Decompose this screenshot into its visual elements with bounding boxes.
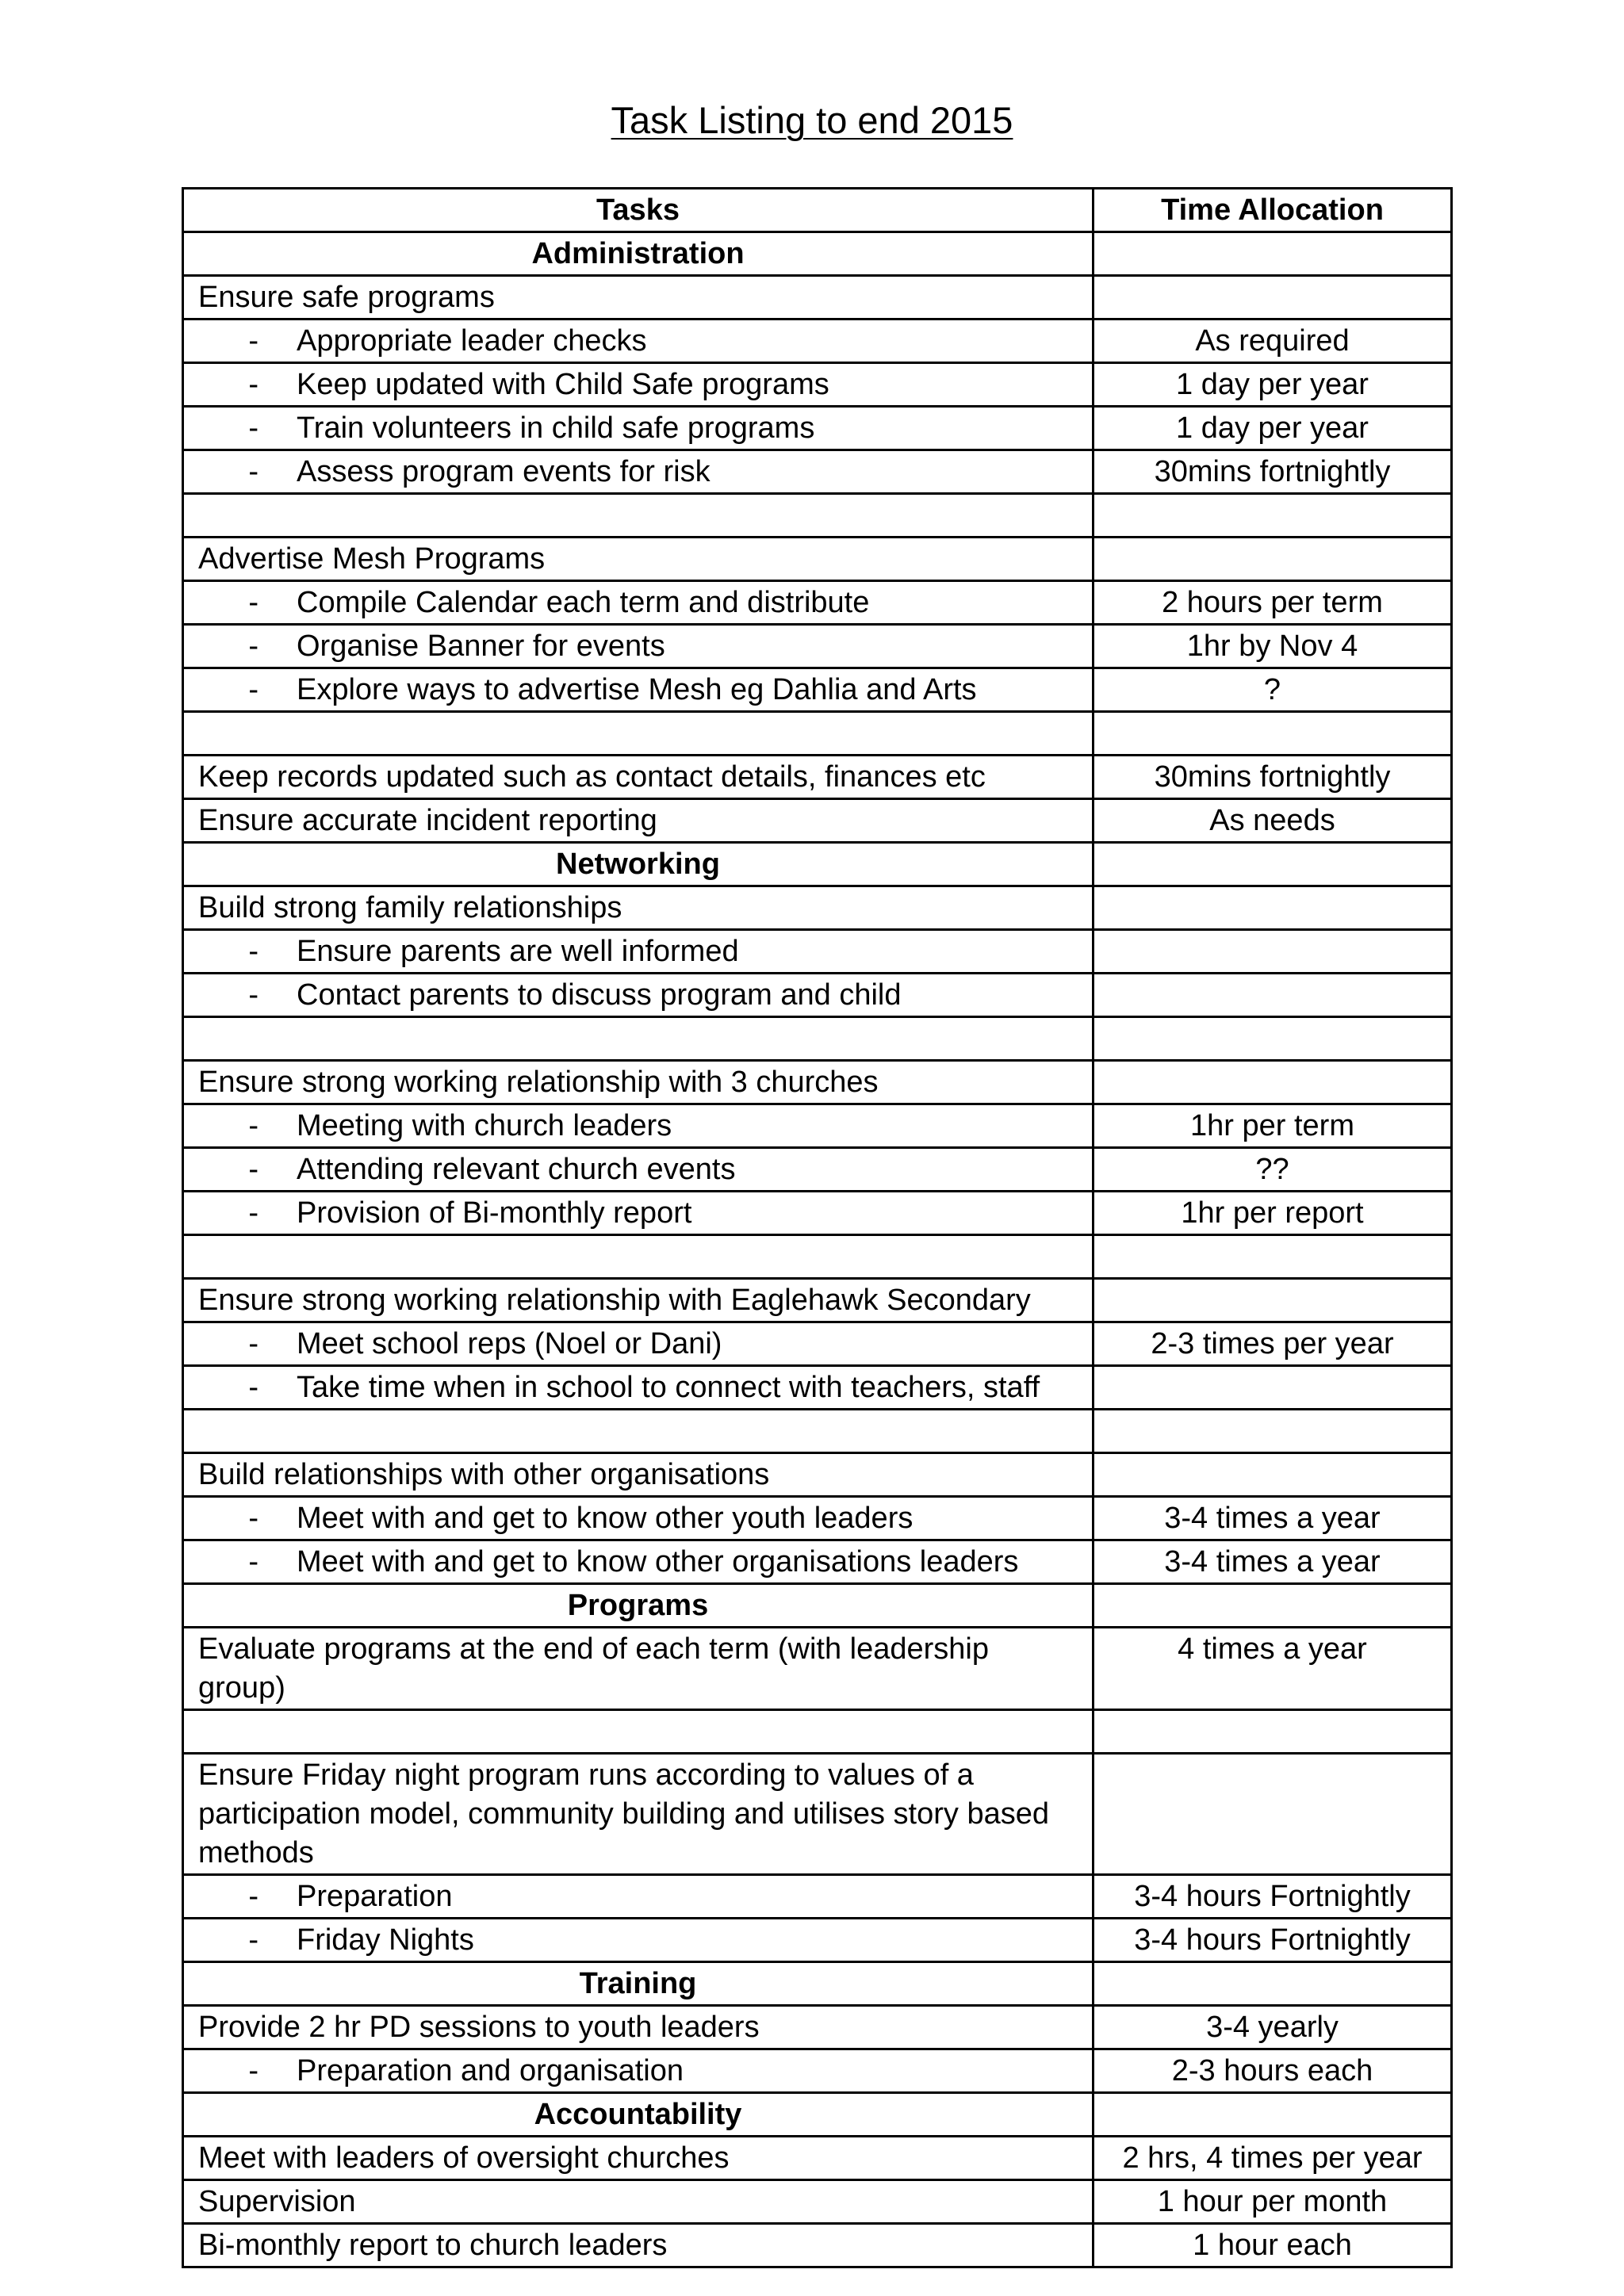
table-row [183, 320, 1452, 363]
bullet-dash: - [248, 1545, 259, 1578]
bullet-dash: - [248, 629, 259, 663]
table-row [183, 1754, 1452, 1875]
time-allocation-cell [1094, 712, 1452, 756]
table-row [183, 2180, 1452, 2224]
table-row [183, 276, 1452, 320]
time-allocation-cell [1094, 2093, 1452, 2137]
time-allocation-cell [1094, 1410, 1452, 1453]
table-row [183, 1919, 1452, 1962]
task-cell: Ensure Friday night program runs according to values of a participation model, community building and utilises story based methods [183, 1754, 1094, 1875]
section-heading-cell: Training [183, 1962, 1094, 2006]
table-row [183, 1279, 1452, 1322]
subtask-text: Meet with and get to know other youth leaders [297, 1502, 914, 1535]
bullet-dash: - [248, 411, 259, 445]
bullet-dash: - [248, 1371, 259, 1404]
table-row [183, 886, 1452, 930]
time-allocation-cell: 2-3 times per year [1094, 1322, 1452, 1366]
table-row [183, 2137, 1452, 2180]
bullet-dash: - [248, 978, 259, 1012]
task-cell [183, 1875, 1094, 1919]
bullet-dash: - [248, 368, 259, 401]
task-cell: Advertise Mesh Programs [183, 538, 1094, 581]
table-row [183, 1628, 1452, 1710]
table-row [183, 1410, 1452, 1453]
table-row [183, 1322, 1452, 1366]
task-cell: Provide 2 hr PD sessions to youth leaders [183, 2006, 1094, 2049]
task-cell: Supervision [183, 2180, 1094, 2224]
task-cell [183, 581, 1094, 625]
task-cell [183, 1148, 1094, 1192]
task-cell [183, 930, 1094, 974]
table-row [183, 1148, 1452, 1192]
section-heading-cell: Networking [183, 843, 1094, 886]
time-allocation-cell [1094, 1962, 1452, 2006]
table-row [183, 1235, 1452, 1279]
time-allocation-cell: As required [1094, 320, 1452, 363]
task-cell: Bi-monthly report to church leaders [183, 2224, 1094, 2267]
time-allocation-cell: 2-3 hours each [1094, 2049, 1452, 2093]
time-allocation-cell: As needs [1094, 799, 1452, 843]
task-cell: Meet with leaders of oversight churches [183, 2137, 1094, 2180]
time-allocation-cell [1094, 276, 1452, 320]
task-cell [183, 1366, 1094, 1410]
table-row [183, 2006, 1452, 2049]
table-header-row [183, 189, 1452, 232]
table-row [183, 494, 1452, 538]
table-row [183, 407, 1452, 450]
time-allocation-cell [1094, 1279, 1452, 1322]
bullet-dash: - [248, 935, 259, 968]
task-cell [183, 1104, 1094, 1148]
task-cell [183, 450, 1094, 494]
time-allocation-cell [1094, 1366, 1452, 1410]
time-allocation-cell: 1 day per year [1094, 407, 1452, 450]
bullet-dash: - [248, 1880, 259, 1913]
table-row [183, 625, 1452, 668]
subtask-text: Preparation and organisation [297, 2054, 684, 2087]
table-row [183, 668, 1452, 712]
table-row [183, 1540, 1452, 1584]
subtask-text: Attending relevant church events [297, 1153, 736, 1186]
task-cell [183, 320, 1094, 363]
section-row [183, 1962, 1452, 2006]
time-allocation-cell: 1 hour each [1094, 2224, 1452, 2267]
subtask-text: Friday Nights [297, 1923, 474, 1957]
task-cell [183, 1235, 1094, 1279]
task-cell [183, 407, 1094, 450]
task-cell: Ensure strong working relationship with 3 churches [183, 1061, 1094, 1104]
time-allocation-cell [1094, 1017, 1452, 1061]
table-row [183, 1104, 1452, 1148]
subtask-text: Keep updated with Child Safe programs [297, 368, 829, 401]
section-heading-cell: Accountability [183, 2093, 1094, 2137]
task-cell: Ensure strong working relationship with Eaglehawk Secondary [183, 1279, 1094, 1322]
subtask-text: Organise Banner for events [297, 629, 665, 663]
subtask-text: Preparation [297, 1880, 453, 1913]
time-allocation-cell [1094, 1235, 1452, 1279]
task-cell [183, 1410, 1094, 1453]
table-row [183, 1192, 1452, 1235]
table-row [183, 2224, 1452, 2267]
time-allocation-cell [1094, 494, 1452, 538]
time-allocation-cell [1094, 1453, 1452, 1497]
time-allocation-cell: 2 hrs, 4 times per year [1094, 2137, 1452, 2180]
task-cell: Build relationships with other organisations [183, 1453, 1094, 1497]
bullet-dash: - [248, 673, 259, 706]
section-row [183, 843, 1452, 886]
subtask-text: Compile Calendar each term and distribute [297, 586, 870, 619]
bullet-dash: - [248, 2054, 259, 2087]
task-cell [183, 1322, 1094, 1366]
time-allocation-cell: 1hr per term [1094, 1104, 1452, 1148]
task-table [182, 187, 1453, 2268]
time-allocation-cell: 30mins fortnightly [1094, 450, 1452, 494]
table-row [183, 1710, 1452, 1754]
time-allocation-column-header: Time Allocation [1094, 189, 1452, 232]
time-allocation-cell: 30mins fortnightly [1094, 756, 1452, 799]
time-allocation-cell [1094, 843, 1452, 886]
task-cell [183, 668, 1094, 712]
task-cell [183, 1192, 1094, 1235]
task-cell [183, 363, 1094, 407]
subtask-text: Appropriate leader checks [297, 324, 647, 358]
subtask-text: Explore ways to advertise Mesh eg Dahlia and Arts [297, 673, 977, 706]
table-row [183, 1875, 1452, 1919]
bullet-dash: - [248, 1153, 259, 1186]
time-allocation-cell [1094, 232, 1452, 276]
task-cell [183, 1919, 1094, 1962]
table-row [183, 799, 1452, 843]
table-row [183, 1061, 1452, 1104]
table-row [183, 1017, 1452, 1061]
bullet-dash: - [248, 1923, 259, 1957]
task-cell [183, 494, 1094, 538]
time-allocation-cell [1094, 1584, 1452, 1628]
table-row [183, 450, 1452, 494]
bullet-dash: - [248, 586, 259, 619]
task-cell [183, 1497, 1094, 1540]
task-cell [183, 1540, 1094, 1584]
section-row [183, 2093, 1452, 2137]
time-allocation-cell [1094, 930, 1452, 974]
time-allocation-cell [1094, 974, 1452, 1017]
task-cell [183, 712, 1094, 756]
subtask-text: Provision of Bi-monthly report [297, 1196, 692, 1230]
table-row [183, 1366, 1452, 1410]
subtask-text: Meeting with church leaders [297, 1109, 672, 1142]
subtask-text: Meet with and get to know other organisations leaders [297, 1545, 1019, 1578]
table-row [183, 363, 1452, 407]
section-heading-cell: Administration [183, 232, 1094, 276]
time-allocation-cell: 4 times a year [1094, 1628, 1452, 1710]
bullet-dash: - [248, 324, 259, 358]
time-allocation-cell: 3-4 times a year [1094, 1497, 1452, 1540]
time-allocation-cell [1094, 886, 1452, 930]
table-row [183, 581, 1452, 625]
bullet-dash: - [248, 1502, 259, 1535]
time-allocation-cell: 1hr by Nov 4 [1094, 625, 1452, 668]
tasks-column-header: Tasks [183, 189, 1094, 232]
task-cell [183, 1017, 1094, 1061]
subtask-text: Ensure parents are well informed [297, 935, 739, 968]
task-cell [183, 625, 1094, 668]
time-allocation-cell: 1 day per year [1094, 363, 1452, 407]
time-allocation-cell: 3-4 hours Fortnightly [1094, 1919, 1452, 1962]
task-cell: Evaluate programs at the end of each term (with leadership group) [183, 1628, 1094, 1710]
time-allocation-cell [1094, 1061, 1452, 1104]
time-allocation-cell [1094, 1754, 1452, 1875]
time-allocation-cell: ?? [1094, 1148, 1452, 1192]
table-row [183, 974, 1452, 1017]
bullet-dash: - [248, 1327, 259, 1360]
subtask-text: Meet school reps (Noel or Dani) [297, 1327, 722, 1360]
task-cell: Ensure accurate incident reporting [183, 799, 1094, 843]
bullet-dash: - [248, 1109, 259, 1142]
subtask-text: Contact parents to discuss program and child [297, 978, 902, 1012]
time-allocation-cell: 3-4 yearly [1094, 2006, 1452, 2049]
table-row [183, 1453, 1452, 1497]
time-allocation-cell: 1 hour per month [1094, 2180, 1452, 2224]
table-row [183, 1497, 1452, 1540]
table-row [183, 712, 1452, 756]
time-allocation-cell [1094, 1710, 1452, 1754]
table-row [183, 756, 1452, 799]
document-title: Task Listing to end 2015 [611, 99, 1013, 141]
section-row [183, 1584, 1452, 1628]
task-table-body [183, 232, 1452, 2267]
time-allocation-cell: ? [1094, 668, 1452, 712]
bullet-dash: - [248, 455, 259, 488]
time-allocation-cell: 2 hours per term [1094, 581, 1452, 625]
task-cell [183, 974, 1094, 1017]
table-row [183, 2049, 1452, 2093]
time-allocation-cell: 1hr per report [1094, 1192, 1452, 1235]
section-heading-cell: Programs [183, 1584, 1094, 1628]
task-cell [183, 2049, 1094, 2093]
task-cell: Keep records updated such as contact details, finances etc [183, 756, 1094, 799]
subtask-text: Assess program events for risk [297, 455, 710, 488]
task-cell [183, 1710, 1094, 1754]
task-cell: Ensure safe programs [183, 276, 1094, 320]
section-row [183, 232, 1452, 276]
table-row [183, 538, 1452, 581]
subtask-text: Train volunteers in child safe programs [297, 411, 815, 445]
bullet-dash: - [248, 1196, 259, 1230]
table-row [183, 930, 1452, 974]
time-allocation-cell: 3-4 hours Fortnightly [1094, 1875, 1452, 1919]
task-cell: Build strong family relationships [183, 886, 1094, 930]
time-allocation-cell: 3-4 times a year [1094, 1540, 1452, 1584]
subtask-text: Take time when in school to connect with teachers, staff [297, 1371, 1040, 1404]
time-allocation-cell [1094, 538, 1452, 581]
